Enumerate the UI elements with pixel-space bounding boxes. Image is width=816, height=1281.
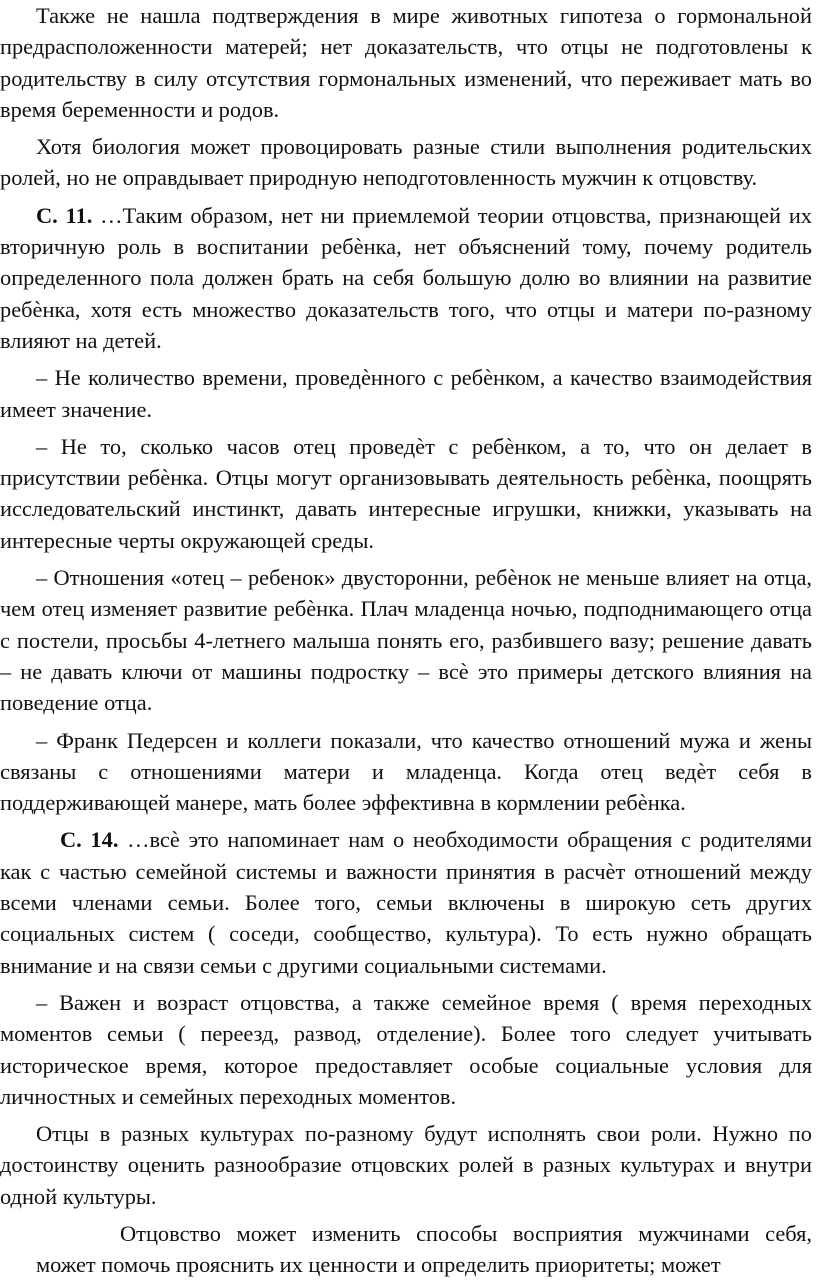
- page-reference-14: С. 14.: [60, 827, 119, 853]
- paragraph-3-text: …Таким образом, нет ни приемлемой теории отцовства, признающей их вторичную роль в воспитании ребѐнка, нет объяснений тому, почему родитель определенного пола должен брать на себя большую долю во влиянии на развитие ребѐнка, хотя есть множество доказательств того, что отцы и матери по-разному влияют на детей.: [0, 202, 812, 353]
- paragraph-5-text: – Не то, сколько часов отец проведѐт с ребѐнком, а то, что он делает в присутствии ребѐнка. Отцы могут организовывать деятельность ребѐнка, поощрять исследовательский инстинкт, давать интересные игрушки, книжки, указывать на интересные черты окружающей среды.: [0, 433, 812, 553]
- paragraph-2: [0, 131, 812, 194]
- paragraph-4: [0, 362, 812, 425]
- page-reference-11: С. 11.: [36, 202, 93, 228]
- paragraph-10-text: Отцы в разных культурах по-разному будут исполнять свои роли. Нужно по достоинству оценить разнообразие отцовских ролей в разных культурах и внутри одной культуры.: [0, 1121, 812, 1209]
- paragraph-6: [0, 562, 812, 718]
- paragraph-8: [0, 824, 812, 980]
- paragraph-4-text: – Не количество времени, проведѐнного с ребѐнком, а качество взаимодействия имеет значение.: [0, 365, 812, 422]
- paragraph-6-text: – Отношения «отец – ребенок» двусторонни, ребѐнок не меньше влияет на отца, чем отец изменяет развитие ребѐнка. Плач младенца ночью, подподнимающего отца с постели, просьбы 4-летнего малыша понять его, разбившего вазу; решение давать – не давать ключи от машины подростку – всѐ это примеры детского влияния на поведение отца.: [0, 565, 812, 716]
- paragraph-2-text: Хотя биология может провоцировать разные стили выполнения родительских ролей, но не оправдывает природную неподготовленность мужчин к отцовству.: [0, 134, 812, 191]
- paragraph-9-text: – Важен и возраст отцовства, а также семейное время ( время переходных моментов семьи ( переезд, развод, отделение). Более того следует учитывать историческое время, которое предоставляет особые социальные условия для личностных и семейных переходных моментов.: [0, 989, 812, 1109]
- paragraph-5: [0, 431, 812, 556]
- paragraph-11: [0, 1218, 812, 1281]
- paragraph-1-text: Также не нашла подтверждения в мире животных гипотеза о гормональной предрасположенности матерей; нет доказательств, что отцы не подготовлены к родительству в силу отсутствия гормональных изменений, что переживает мать во время беременности и родов.: [0, 3, 812, 122]
- paragraph-1: [0, 0, 812, 125]
- paragraph-10: [0, 1118, 812, 1212]
- paragraph-9: [0, 987, 812, 1112]
- paragraph-7: [0, 725, 812, 819]
- paragraph-3: [0, 200, 812, 356]
- paragraph-7-text: – Франк Педерсен и коллеги показали, что качество отношений мужа и жены связаны с отношениями матери и младенца. Когда отец ведѐт себя в поддерживающей манере, мать более эффективна в кормлении ребѐнка.: [0, 727, 812, 816]
- paragraph-8-text: …всѐ это напоминает нам о необходимости обращения с родителями как с частью семейной системы и важности принятия в расчѐт отношений между всеми членами семьи. Более того, семьи включены в широкую сеть других социальных систем ( соседи, сообщество, культура). То есть нужно обращать внимание и на связи семьи с другими социальными системами.: [0, 827, 812, 978]
- paragraph-11-text: Отцовство может изменить способы восприятия мужчинами себя, может помочь прояснить их ценности и определить приоритеты; может: [36, 1220, 812, 1278]
